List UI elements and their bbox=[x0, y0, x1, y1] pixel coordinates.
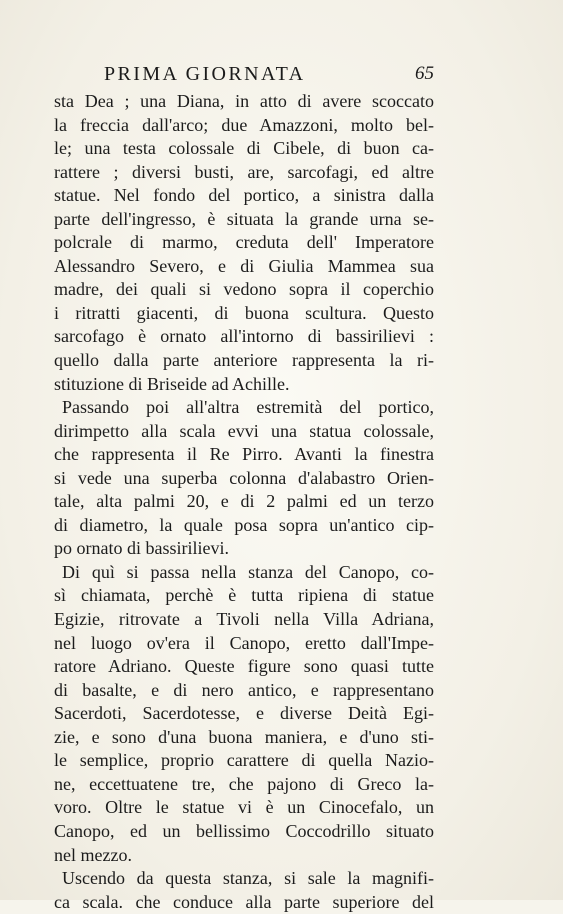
text-line: Egizie, ritrovate a Tivoli nella Villa Adriana, bbox=[54, 609, 434, 630]
text-line: ca scala. che conduce alla parte superiore del bbox=[54, 891, 434, 912]
body-text bbox=[54, 90, 434, 914]
text-line: Passando poi all'altra estremità del portico, bbox=[62, 397, 434, 418]
text-line: voro. Oltre le statue vi è un Cinocefalo, un bbox=[54, 797, 434, 818]
text-line: le semplice, proprio carattere di quella Nazio- bbox=[54, 750, 434, 771]
text-line: Sacerdoti, Sacerdotesse, e diverse Deità Egi- bbox=[54, 703, 434, 724]
text-line: polcrale di marmo, creduta dell' Imperatore bbox=[54, 232, 434, 253]
text-line: le; una testa colossale di Cibele, di buon ca- bbox=[54, 138, 434, 159]
text-line: Alessandro Severo, e di Giulia Mammea sua bbox=[54, 255, 434, 276]
text-line: rattere ; diversi busti, are, sarcofagi, ed altre bbox=[54, 161, 434, 182]
text-line: sarcofago è ornato all'intorno di bassirilievi : bbox=[54, 326, 434, 347]
text-line: sì chiamata, perchè è tutta ripiena di statue bbox=[54, 585, 434, 606]
running-head bbox=[104, 62, 434, 88]
text-line: zie, e sono d'una buona maniera, e d'uno sti- bbox=[54, 726, 434, 747]
page-number: 65 bbox=[415, 63, 434, 84]
text-line: po ornato di bassirilievi. bbox=[54, 538, 229, 559]
text-line: sta Dea ; una Diana, in atto di avere scoccato bbox=[54, 91, 434, 111]
text-line: parte dell'ingresso, è situata la grande urna se- bbox=[54, 208, 434, 229]
text-line: stituzione di Briseide ad Achille. bbox=[54, 373, 290, 394]
text-line: madre, dei quali si vedono sopra il coperchio bbox=[54, 279, 434, 300]
text-line: ratore Adriano. Queste figure sono quasi tutte bbox=[54, 656, 434, 677]
text-line: dirimpetto alla scala evvi una statua colossale, bbox=[54, 420, 434, 441]
text-line: statue. Nel fondo del portico, a sinistra dalla bbox=[54, 185, 434, 206]
text-line: la freccia dall'arco; due Amazzoni, molto bel- bbox=[54, 114, 434, 135]
text-line: di basalte, e di nero antico, e rappresentano bbox=[54, 679, 434, 700]
text-line: i ritratti giacenti, di buona scultura. Questo bbox=[54, 302, 434, 323]
text-line: quello dalla parte anteriore rappresenta la ri- bbox=[54, 350, 434, 371]
text-line: nel luogo ov'era il Canopo, eretto dall'Impe- bbox=[54, 632, 434, 653]
text-line: si vede una superba colonna d'alabastro Orien- bbox=[54, 467, 434, 488]
text-line: Canopo, ed un bellissimo Coccodrillo situato bbox=[54, 820, 434, 841]
text-line: tale, alta palmi 20, e di 2 palmi ed un terzo bbox=[54, 491, 434, 512]
text-line: nel mezzo. bbox=[54, 844, 132, 865]
text-line: Uscendo da questa stanza, si sale la magnifi- bbox=[62, 868, 434, 889]
running-title: PRIMA GIORNATA bbox=[104, 63, 306, 85]
text-line: di diametro, la quale posa sopra un'antico cip- bbox=[54, 514, 434, 535]
text-line: ne, eccettuatene tre, che pajono di Greco la- bbox=[54, 773, 434, 794]
text-line: che rappresenta il Re Pirro. Avanti la finestra bbox=[54, 444, 434, 465]
text-line: Di quì si passa nella stanza del Canopo, co- bbox=[62, 561, 434, 582]
